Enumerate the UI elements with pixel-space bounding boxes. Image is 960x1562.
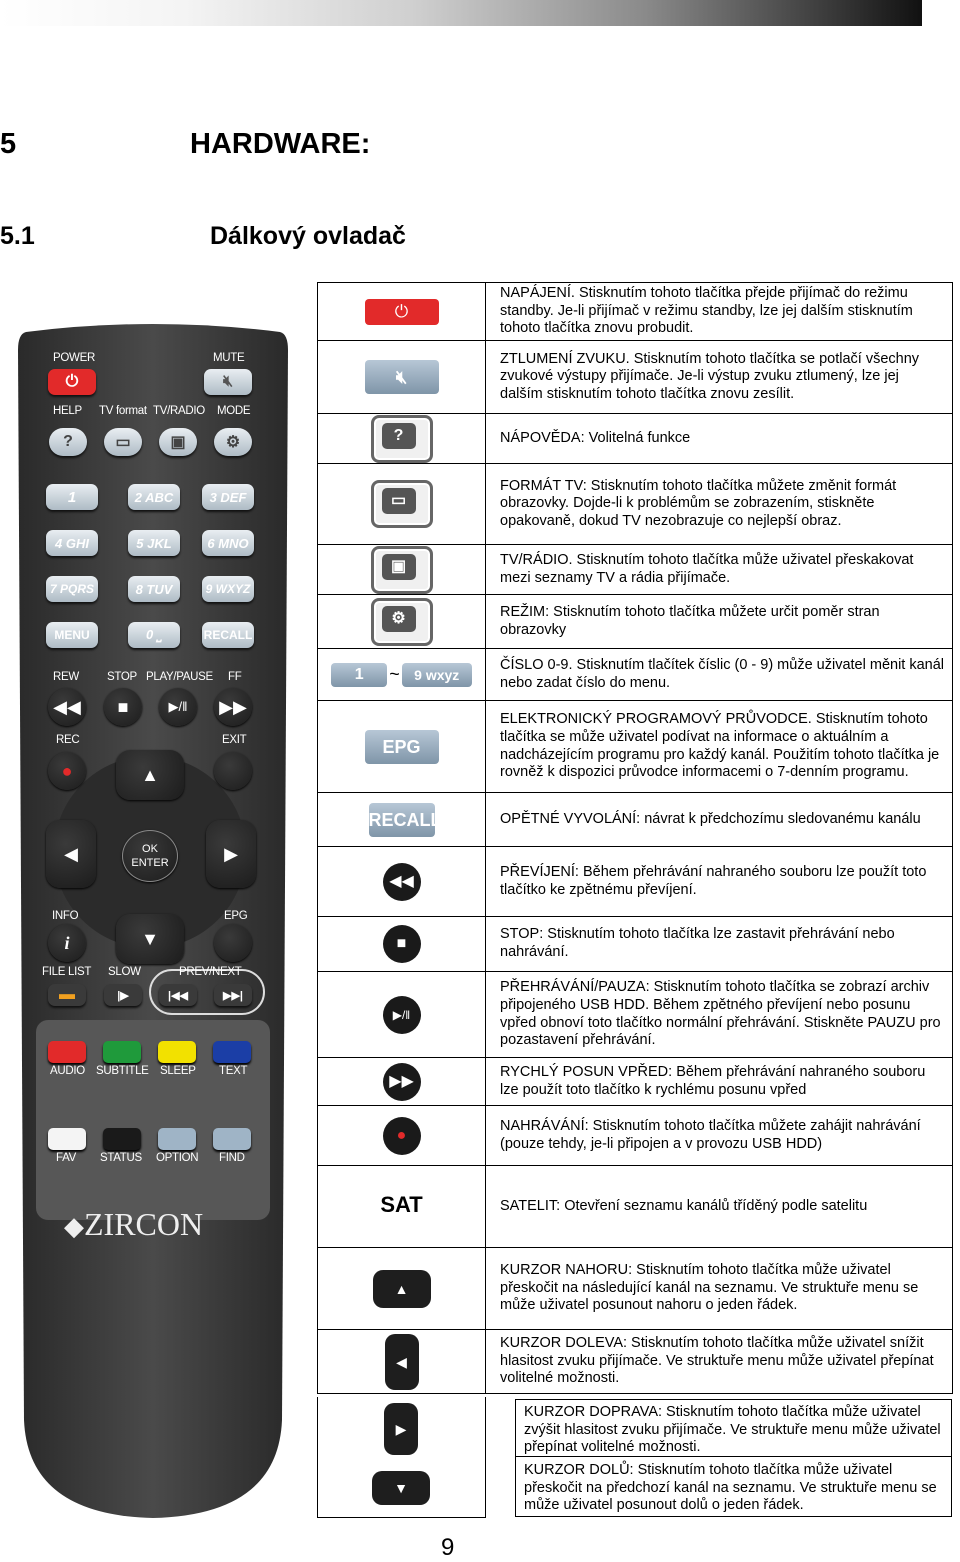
folder-icon: ▬ bbox=[59, 986, 75, 1003]
table-row bbox=[318, 793, 953, 847]
prev-button[interactable] bbox=[159, 984, 197, 1006]
icon-cell bbox=[318, 972, 486, 1058]
cursor-up-icon: ▲ bbox=[141, 764, 159, 785]
icon-cell bbox=[318, 649, 486, 701]
stop-icon: ■ bbox=[117, 696, 129, 717]
fav-button[interactable] bbox=[48, 1128, 86, 1150]
tv-format-button[interactable] bbox=[104, 428, 142, 456]
mute-icon: 🔇︎ bbox=[365, 360, 439, 394]
cursor-up-button[interactable] bbox=[116, 750, 184, 800]
key-3[interactable]: 3 DEF bbox=[202, 484, 254, 510]
tv-format-icon: ▭ bbox=[371, 480, 433, 528]
icon-cell bbox=[318, 1166, 486, 1248]
mode-label: MODE bbox=[217, 405, 251, 417]
table-row bbox=[318, 972, 953, 1058]
table-row bbox=[318, 283, 953, 341]
stop-icon: ■ bbox=[383, 925, 421, 963]
rewind-icon: ◀◀ bbox=[383, 863, 421, 901]
rewind-icon: ◀◀ bbox=[53, 696, 81, 717]
find-button[interactable] bbox=[213, 1128, 251, 1150]
fast-forward-button[interactable] bbox=[214, 688, 252, 726]
description-cell: SATELIT: Otevření seznamu kanálů tříděný podle satelitu bbox=[486, 1166, 953, 1248]
description-cell: STOP: Stisknutím tohoto tlačítka lze zastavit přehrávání nebo nahrávání. bbox=[486, 917, 953, 972]
sat-label: SAT bbox=[380, 1191, 423, 1217]
exit-button[interactable] bbox=[214, 752, 252, 790]
mode-icon: ⚙ bbox=[371, 598, 433, 646]
table-row bbox=[318, 341, 953, 414]
cursor-up-icon: ▲ bbox=[373, 1270, 431, 1308]
table-row bbox=[318, 464, 953, 545]
icon-cell bbox=[318, 917, 486, 972]
description-cell: NAPÁJENÍ. Stisknutím tohoto tlačítka přejde přijímač do režimu standby. Je-li přijímač v režimu standby, lze jej dalším stisknutím tohoto tlačítka znovu probudit. bbox=[486, 283, 953, 341]
blue-button[interactable] bbox=[213, 1041, 251, 1063]
stop-label: STOP bbox=[107, 671, 137, 683]
help-icon: ? bbox=[63, 433, 73, 450]
table-row bbox=[318, 414, 953, 464]
brand-logo bbox=[64, 1206, 203, 1243]
icon-cell bbox=[318, 464, 486, 545]
play-pause-icon: ▶/‖ bbox=[383, 996, 421, 1034]
power-icon: ⏻ bbox=[365, 299, 439, 325]
status-button[interactable] bbox=[103, 1128, 141, 1150]
slow-button[interactable] bbox=[104, 984, 142, 1006]
mode-button[interactable] bbox=[214, 428, 252, 456]
cursor-down-icon: ▼ bbox=[372, 1471, 430, 1505]
key-4[interactable]: 4 GHI bbox=[46, 530, 98, 556]
rewind-button[interactable] bbox=[48, 688, 86, 726]
tv-format-label: TV format bbox=[99, 405, 147, 417]
exit-label: EXIT bbox=[222, 734, 247, 746]
icon-cell-cursor-right-down bbox=[317, 1397, 486, 1518]
slow-label: SLOW bbox=[108, 966, 141, 978]
key-1-icon: 1 bbox=[331, 663, 387, 687]
table-row bbox=[318, 1248, 953, 1330]
table-row bbox=[318, 1166, 953, 1248]
cursor-right-button[interactable] bbox=[206, 820, 256, 888]
description-cell-cursor-right: KURZOR DOPRAVA: Stisknutím tohoto tlačítka může uživatel zvýšit hlasitost zvuku přijímače. Ve struktuře menu může uživatel přepínat volitelné možnosti. bbox=[515, 1399, 952, 1457]
table-row bbox=[318, 847, 953, 917]
tv-icon: ▣ bbox=[170, 434, 186, 451]
icon-cell bbox=[318, 1058, 486, 1106]
key-2[interactable]: 2 ABC bbox=[128, 484, 180, 510]
info-button[interactable] bbox=[48, 924, 86, 962]
record-icon: ● bbox=[61, 760, 73, 781]
cursor-right-icon: ▶ bbox=[384, 1403, 418, 1455]
icon-cell bbox=[318, 414, 486, 464]
tv-radio-label: TV/RADIO bbox=[153, 405, 205, 417]
description-cell-cursor-down: KURZOR DOLŮ: Stisknutím tohoto tlačítka může uživatel přeskočit na předchozí kanál na seznamu. Ve struktuře menu se může uživatel posunout dolů o jeden řádek. bbox=[515, 1456, 952, 1517]
enter-label: ENTER bbox=[131, 857, 169, 869]
icon-cell bbox=[318, 1330, 486, 1394]
yellow-button[interactable] bbox=[158, 1041, 196, 1063]
audio-label: AUDIO bbox=[50, 1065, 85, 1077]
section-number: 5 bbox=[0, 128, 17, 160]
fast-forward-icon: ▶▶ bbox=[219, 696, 247, 717]
subtitle-label: SUBTITLE bbox=[96, 1065, 149, 1077]
brand-name: ZIRCON bbox=[84, 1206, 204, 1242]
table-row bbox=[318, 595, 953, 649]
play-pause-label: PLAY/PAUSE bbox=[146, 671, 213, 683]
key-5[interactable]: 5 JKL bbox=[128, 530, 180, 556]
page-number: 9 bbox=[441, 1534, 455, 1561]
table-row bbox=[318, 917, 953, 972]
table-row bbox=[318, 1058, 953, 1106]
record-icon: ● bbox=[383, 1117, 421, 1155]
ff-label: FF bbox=[228, 671, 242, 683]
cursor-left-button[interactable] bbox=[46, 820, 96, 888]
prev-icon: |◀◀ bbox=[168, 989, 188, 1002]
slow-icon: |▶ bbox=[117, 989, 129, 1002]
description-cell: ČÍSLO 0-9. Stisknutím tlačítek číslic (0 - 9) může uživatel měnit kanál nebo zadat číslo do menu. bbox=[486, 649, 953, 701]
key-7[interactable]: 7 PQRS bbox=[46, 576, 98, 602]
subsection-number: 5.1 bbox=[0, 222, 35, 250]
icon-cell bbox=[318, 595, 486, 649]
next-icon: ▶▶| bbox=[223, 989, 243, 1002]
record-button[interactable] bbox=[48, 752, 86, 790]
key-0[interactable]: 0 ⎵ bbox=[128, 622, 180, 648]
epg-label: EPG bbox=[224, 910, 248, 922]
recall-button[interactable]: RECALL bbox=[202, 622, 254, 648]
gear-icon: ⚙ bbox=[225, 434, 241, 451]
help-icon: ? bbox=[371, 415, 433, 463]
section-title: HARDWARE: bbox=[190, 128, 371, 160]
key-9[interactable]: 9 WXYZ bbox=[202, 576, 254, 602]
play-pause-button[interactable] bbox=[159, 688, 197, 726]
epg-icon: EPG bbox=[365, 730, 439, 764]
red-button[interactable] bbox=[48, 1041, 86, 1063]
description-cell: PŘEVÍJENÍ: Během přehrávání nahraného souboru lze použít toto tlačítko ke zpětnému převíjení. bbox=[486, 847, 953, 917]
cursor-left-icon: ◀ bbox=[385, 1334, 419, 1390]
table-row bbox=[318, 1330, 953, 1394]
ok-enter-button[interactable] bbox=[122, 830, 178, 882]
rec-label: REC bbox=[56, 734, 80, 746]
find-label: FIND bbox=[219, 1152, 245, 1164]
cursor-down-icon: ▼ bbox=[141, 928, 159, 949]
menu-button[interactable]: MENU bbox=[46, 622, 98, 648]
table-row bbox=[318, 701, 953, 793]
icon-cell bbox=[318, 1106, 486, 1166]
description-cell: FORMÁT TV: Stisknutím tohoto tlačítka můžete změnit formát obrazovky. Dojde-li k problémům se zobrazením, stiskněte opakovaně, dokud TV nezobrazuje co nejlepší obraz. bbox=[486, 464, 953, 545]
table-row bbox=[318, 545, 953, 595]
icon-cell bbox=[318, 545, 486, 595]
cursor-right-icon: ▶ bbox=[224, 843, 238, 864]
remote-control-image bbox=[16, 320, 290, 1520]
green-button[interactable] bbox=[103, 1041, 141, 1063]
power-icon: ⏻ bbox=[65, 373, 79, 390]
description-cell: KURZOR DOLEVA: Stisknutím tohoto tlačítka může uživatel snížit hlasitost zvuku přijímače. Ve struktuře menu může uživatel přepínat volitelné možnosti. bbox=[486, 1330, 953, 1394]
mute-icon: 🔇︎ bbox=[222, 373, 234, 390]
subsection-title: Dálkový ovladač bbox=[210, 222, 406, 250]
power-button[interactable] bbox=[48, 369, 96, 395]
tv-radio-icon: ▣ bbox=[371, 546, 433, 594]
diamond-icon: ◆ bbox=[64, 1212, 84, 1241]
help-label: HELP bbox=[53, 405, 82, 417]
file-list-button[interactable] bbox=[48, 984, 86, 1006]
description-cell: NAHRÁVÁNÍ: Stisknutím tohoto tlačítka můžete zahájit nahrávání (pouze tehdy, je-li připojen a v provozu USB HDD) bbox=[486, 1106, 953, 1166]
table-row bbox=[318, 1106, 953, 1166]
fav-label: FAV bbox=[56, 1152, 76, 1164]
info-label: INFO bbox=[52, 910, 79, 922]
description-cell: KURZOR NAHORU: Stisknutím tohoto tlačítka může uživatel přeskočit na následující kanál na seznamu. Ve struktuře menu se může uživatel posunout nahoru o jeden řádek. bbox=[486, 1248, 953, 1330]
header-gradient-bar bbox=[0, 0, 922, 26]
next-button[interactable] bbox=[214, 984, 252, 1006]
number-keys-icon bbox=[331, 663, 472, 687]
option-label: OPTION bbox=[156, 1152, 199, 1164]
icon-cell bbox=[318, 283, 486, 341]
epg-button[interactable] bbox=[214, 924, 252, 962]
description-cell: RYCHLÝ POSUN VPŘED: Během přehrávání nahraného souboru lze použít toto tlačítko k rychlému posunu vpřed bbox=[486, 1058, 953, 1106]
play-pause-icon: ▶/‖ bbox=[168, 699, 188, 714]
text-label: TEXT bbox=[219, 1065, 248, 1077]
rew-label: REW bbox=[53, 671, 79, 683]
sleep-label: SLEEP bbox=[160, 1065, 196, 1077]
prev-next-label: PREV/NEXT bbox=[179, 966, 242, 978]
mute-label: MUTE bbox=[213, 352, 245, 364]
icon-cell bbox=[318, 847, 486, 917]
stop-button[interactable] bbox=[104, 688, 142, 726]
tilde-glyph: ~ bbox=[389, 663, 400, 684]
tv-radio-button[interactable] bbox=[159, 428, 197, 456]
power-label: POWER bbox=[53, 352, 95, 364]
status-label: STATUS bbox=[100, 1152, 142, 1164]
mute-button[interactable] bbox=[204, 369, 252, 395]
cursor-down-button[interactable] bbox=[116, 914, 184, 964]
button-description-table bbox=[317, 282, 953, 1394]
tv-format-icon: ▭ bbox=[115, 434, 131, 451]
key-9-icon: 9 wxyz bbox=[402, 663, 472, 687]
file-list-label: FILE LIST bbox=[42, 966, 92, 978]
icon-cell bbox=[318, 793, 486, 847]
icon-cell bbox=[318, 341, 486, 414]
cursor-left-icon: ◀ bbox=[64, 843, 78, 864]
description-cell: TV/RÁDIO. Stisknutím tohoto tlačítka může uživatel přeskakovat mezi seznamy TV a rádia přijímače. bbox=[486, 545, 953, 595]
description-cell: ZTLUMENÍ ZVUKU. Stisknutím tohoto tlačítka se potlačí všechny zvukové výstupy přijímače. Je-li výstup zvuku ztlumený, lze jej dalším stisknutím tohoto tlačítka znovu zesílit. bbox=[486, 341, 953, 414]
recall-icon: RECALL bbox=[369, 803, 435, 837]
ok-label: OK bbox=[142, 843, 158, 855]
key-8[interactable]: 8 TUV bbox=[128, 576, 180, 602]
fast-forward-icon: ▶▶ bbox=[383, 1063, 421, 1101]
description-cell: PŘEHRÁVÁNÍ/PAUZA: Stisknutím tohoto tlačítka se zobrazí archiv připojeného USB HDD. Během zpětného převíjení nebo posunu vpřed obnoví toto tlačítko normální přehrávání. Stiskněte PAUZU pro pozastavení přehrávání. bbox=[486, 972, 953, 1058]
table-row bbox=[318, 649, 953, 701]
description-cell: REŽIM: Stisknutím tohoto tlačítka můžete určit poměr stran obrazovky bbox=[486, 595, 953, 649]
icon-cell bbox=[318, 1248, 486, 1330]
help-button[interactable] bbox=[49, 428, 87, 456]
description-cell: OPĚTNÉ VYVOLÁNÍ: návrat k předchozímu sledovanému kanálu bbox=[486, 793, 953, 847]
info-icon: i bbox=[64, 932, 70, 953]
description-cell: ELEKTRONICKÝ PROGRAMOVÝ PRŮVODCE. Stisknutím tohoto tlačítka se může uživatel podívat na informace o aktuálním a nadcházejícím programu pro každý kanál. Použitím tohoto tlačítka je rovněž k dispozici průvodce informacemi o 7-denním programu. bbox=[486, 701, 953, 793]
key-1[interactable]: 1 bbox=[46, 484, 98, 510]
option-button[interactable] bbox=[158, 1128, 196, 1150]
key-6[interactable]: 6 MNO bbox=[202, 530, 254, 556]
description-cell: NÁPOVĚDA: Volitelná funkce bbox=[486, 414, 953, 464]
icon-cell bbox=[318, 701, 486, 793]
